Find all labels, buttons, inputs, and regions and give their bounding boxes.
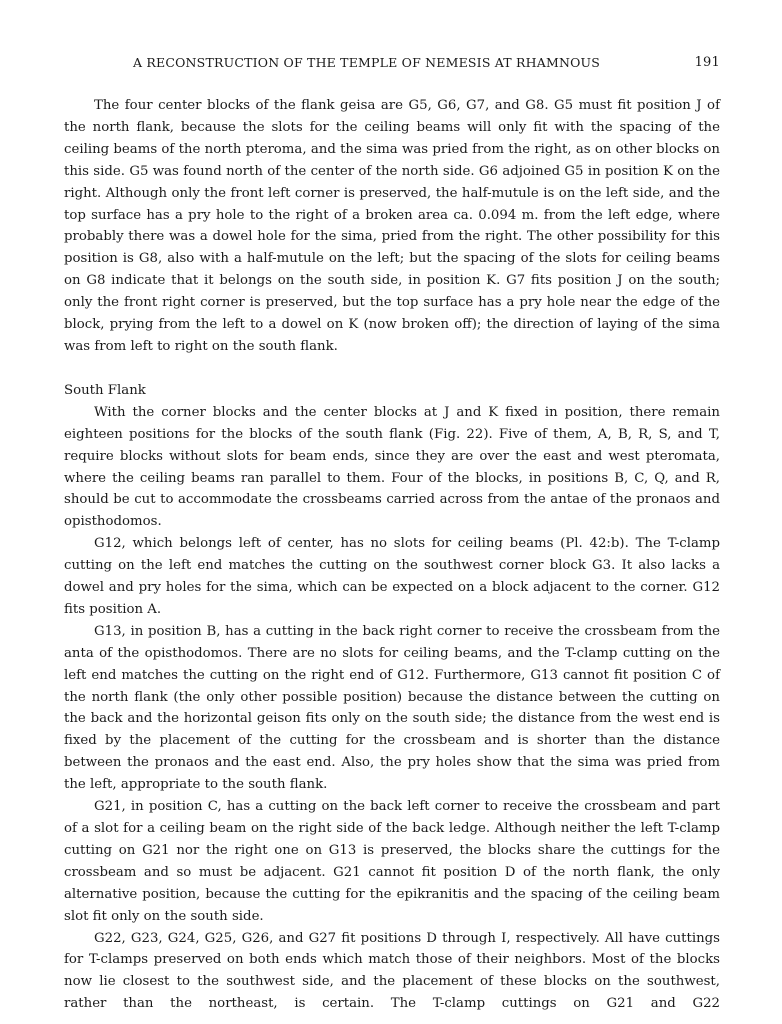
paragraph-g13: G13, in position B, has a cutting in the back right corner to receive the crossbeam from the anta of the opisthodomos. There are no slots for ceiling beams, and the T-clamp cutting on the left end matches the cutting on the right end of G12. Furthermore, G13 cannot fit position C of the north flank (the only other possible position) because the distance between the cutting on the back and the horizontal geison fits only on the south side; the distance from the west end is fixed by the placement of the cutting for the crossbeam and is shorter than the distance between the pronaos and the east end. Also, the pry holes show that the sima was pried from the left, appropriate to the south flank. [64,623,720,793]
paragraph-g22-g27: G22, G23, G24, G25, G26, and G27 fit positions D through I, respectively. All have cuttings for T-clamps preserved on both ends which match those of their neighbors. Most of the blocks now lie closest to the southwest side, and the placement of these blocks on the southwest, rather than the northeast, is certain. The T-clamp cuttings on G21 and G22 [64,930,720,1012]
section-heading-south-flank: South Flank [64,382,146,398]
paragraph-south-flank-positions: With the corner blocks and the center blocks at J and K fixed in position, there remain eighteen positions for the blocks of the south flank (Fig. 22). Five of them, A, B, R, S, and T, require blocks without slots for beam ends, since they are over the east and west pteromata, where the ceiling beams ran parallel to them. Four of the blocks, in positions B, C, Q, and R, should be cut to accommodate the crossbeams carried across from the antae of the pronaos and opisthodomos. [64,404,720,530]
paragraph-center-blocks: The four center blocks of the flank geisa are G5, G6, G7, and G8. G5 must fit position J of the north flank, because the slots for the ceiling beams will only fit with the spacing of the ceiling beams of the north pteroma, and the sima was pried from the right, as on other blocks on this side. G5 was found north of the center of the north side. G6 adjoined G5 in position K on the right. Although only the front left corner is preserved, the half-mutule is on the left side, and the top surface has a pry hole to the right of a broken area ca. 0.094 m. from the left edge, where probably there was a dowel hole for the sima, pried from the right. The other possibility for this position is G8, also with a half-mutule on the left; but the spacing of the slots for ceiling beams on G8 indicate that it belongs on the south side, in position K. G7 fits position J on the south; only the front right corner is preserved, but the top surface has a pry hole near the edge of the block, prying from the left to a dowel on K (now broken off); the direction of laying of the sima was from left to right on the south flank. [64,98,720,354]
running-title: A RECONSTRUCTION OF THE TEMPLE OF NEMESIS AT RHAMNOUS [133,55,601,70]
paragraph-g12: G12, which belongs left of center, has no slots for ceiling beams (Pl. 42:b). The T-clamp cutting on the left end matches the cutting on the southwest corner block G3. It also lacks a dowel and pry holes for the sima, which can be expected on a block adjacent to the corner. G12 fits position A. [64,536,720,617]
page-number: 191 [694,55,720,70]
paragraph-g21: G21, in position C, has a cutting on the back left corner to receive the crossbeam and part of a slot for a ceiling beam on the right side of the back ledge. Although neither the left T-clamp cutting on G21 nor the right one on G13 is preserved, the blocks share the cuttings for the crossbeam and so must be adjacent. G21 cannot fit position D of the north flank, the only alternative position, because the cutting for the epikranitis and the spacing of the ceiling beam slot fit only on the south side. [64,799,720,924]
running-header [133,55,720,75]
article-body [64,95,720,1015]
